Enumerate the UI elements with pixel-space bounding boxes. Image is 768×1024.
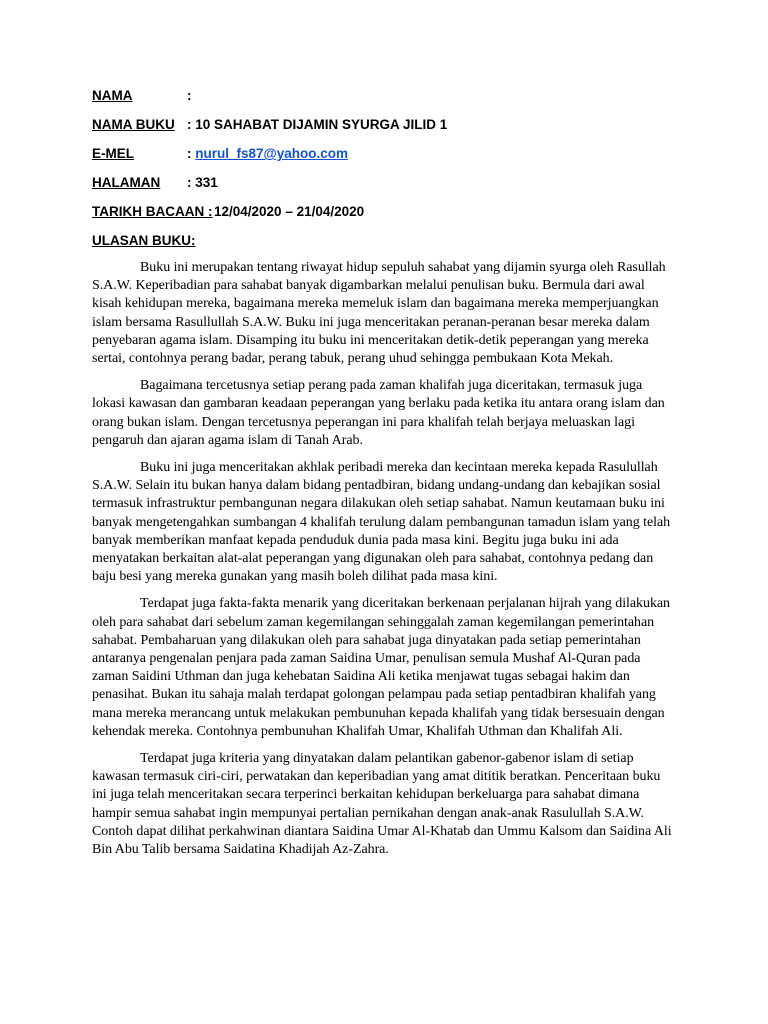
field-nama-label: NAMA <box>92 88 133 103</box>
field-nama-buku-label: NAMA BUKU <box>92 117 175 132</box>
review-paragraph: Terdapat juga fakta-fakta menarik yang diceritakan berkenaan perjalanan hijrah yang dilakukan oleh para sahabat dari sebelum zaman kegemilangan sehinggalah zaman kegemilangan pemerintahan sahabat. Pembaharuan yang dilakukan oleh para sahabat juga dinyatakan pada setiap pemerintahan antaranya pengenalan penjara pada zaman Saidina Umar, penulisan semula Mushaf Al-Quran pada zaman Saidini Uthman dan juga kehebatan Saidina Ali ketika menjawat tugas sebagai hakim dan penasihat. Bukan itu sahaja malah terdapat golongan pelampau pada setiap pentadbiran khalifah yang mana mereka merancang untuk melakukan pembunuhan kepada khalifah yang tidak bersesuain dengan kehendak mereka. Contohnya pembunuhan Khalifah Umar, Khalifah Uthman dan Khalifah Ali. <box>92 596 671 739</box>
review-paragraph: Bagaimana tercetusnya setiap perang pada zaman khalifah juga diceritakan, termasuk juga lokasi kawasan dan gambaran keadaan peperangan yang berlaku pada ketika itu antara orang islam dan orang bukan islam. Dengan tercetusnya peperangan ini para khalifah telah berjaya meluaskan lagi pengaruh dan ajaran agama islam di Tanah Arab. <box>92 378 665 448</box>
field-nama-buku <box>92 115 674 144</box>
field-halaman-label: HALAMAN <box>92 175 161 190</box>
field-nama-value: : <box>187 88 192 103</box>
field-halaman-value: : 331 <box>187 175 218 190</box>
field-tarikh <box>92 202 674 231</box>
field-halaman <box>92 173 674 202</box>
field-tarikh-value: 12/04/2020 – 21/04/2020 <box>214 204 365 219</box>
field-emel-colon: : <box>187 146 192 161</box>
field-emel <box>92 144 674 173</box>
ulasan-title: ULASAN BUKU: <box>92 233 196 248</box>
review-paragraph: Buku ini juga menceritakan akhlak peribadi mereka dan kecintaan mereka kepada Rasulullah S.A.W. Selain itu bukan hanya dalam bidang pentadbiran, bidang undang-undang dan kebajikan sosial termasuk infrastruktur pembangunan negara dilakukan oleh setiap sahabat. Namun keutamaan buku ini banyak mengetengahkan sumbangan 4 khalifah terulung dalam pembangunan tamadun islam yang telah banyak memberikan manfaat kepada penduduk dunia pada masa kini. Begitu juga buku ini ada menyatakan berkaitan alat-alat peperangan yang digunakan oleh para sahabat, contohnya pedang dan baju besi yang mereka gunakan yang masih boleh dilihat pada masa kini. <box>92 460 671 585</box>
review-document <box>92 86 674 868</box>
email-link[interactable]: nurul_fs87@yahoo.com <box>195 146 348 161</box>
field-nama-buku-value: : 10 SAHABAT DIJAMIN SYURGA JILID 1 <box>187 117 448 132</box>
field-tarikh-label: TARIKH BACAAN : <box>92 204 213 219</box>
field-emel-label: E-MEL <box>92 146 134 161</box>
review-paragraph: Buku ini merupakan tentang riwayat hidup sepuluh sahabat yang dijamin syurga oleh Rasullah S.A.W. Keperibadian para sahabat banyak digambarkan melalui penulisan buku. Bermula dari awal kisah kehidupan mereka, bagaimana mereka memeluk islam dan bagaimana mereka memperjuangkan islam bersama Rasullullah S.A.W. Buku ini juga menceritakan peranan-peranan besar mereka dalam penyebaran agama islam. Disamping itu buku ini menceritakan detik-detik peperangan yang mereka sertai, contohnya perang badar, perang tabuk, perang uhud sehingga pembukaan Kota Mekah. <box>92 260 666 367</box>
field-nama <box>92 86 674 115</box>
review-paragraph: Terdapat juga kriteria yang dinyatakan dalam pelantikan gabenor-gabenor islam di setiap kawasan termasuk ciri-ciri, perwatakan dan keperibadian yang amat dititik beratkan. Penceritaan buku ini juga telah menceritakan secara terperinci berkaitan kehidupan berkeluarga para sahabat dimana hampir semua sahabat ingin mempunyai pertalian pernikahan dengan anak-anak Rasulullah S.A.W. Contoh dapat dilihat perkahwinan diantara Saidina Umar Al-Khatab dan Ummu Kalsom dan Saidina Ali Bin Abu Talib bersama Saidatina Khadijah Az-Zahra. <box>92 751 672 858</box>
